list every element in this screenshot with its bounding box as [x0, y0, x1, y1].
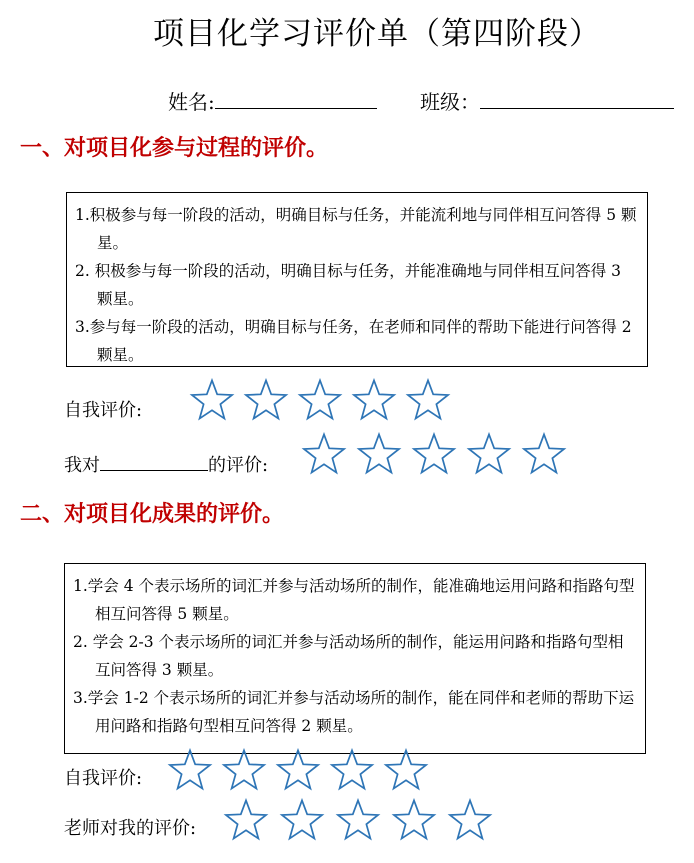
star-icon[interactable]: [296, 378, 344, 424]
star-icon[interactable]: [355, 432, 403, 478]
peer-label-prefix: 我对: [64, 455, 100, 476]
section2-criterion-3: 3.学会 1-2 个表示场所的词汇并参与活动场所的制作，能在同伴和老师的帮助下运用问路和指路句型相互问答得 2 颗星。: [73, 689, 635, 735]
name-label: 姓名:: [168, 90, 215, 114]
peer-name-blank[interactable]: [100, 450, 208, 471]
star-icon[interactable]: [300, 432, 348, 478]
class-blank[interactable]: [480, 86, 674, 109]
section1-peer-label: [64, 450, 268, 479]
star-icon[interactable]: [382, 748, 430, 794]
section2-criterion-2: 2. 学会 2-3 个表示场所的词汇并参与活动场所的制作，能运用问路和指路句型相互问答得 3 颗星。: [73, 633, 624, 679]
star-icon[interactable]: [242, 378, 290, 424]
section2-teacher-label: 老师对我的评价:: [64, 818, 197, 839]
star-icon[interactable]: [465, 432, 513, 478]
section2-criteria-box: [64, 563, 646, 754]
star-icon[interactable]: [328, 748, 376, 794]
star-icon[interactable]: [188, 378, 236, 424]
star-icon[interactable]: [446, 798, 494, 844]
star-icon[interactable]: [520, 432, 568, 478]
section1-heading: 一、对项目化参与过程的评价。: [20, 136, 329, 161]
star-icon[interactable]: [410, 432, 458, 478]
peer-label-suffix: 的评价:: [208, 455, 269, 476]
star-icon[interactable]: [274, 748, 322, 794]
section1-criterion-1: 1.积极参与每一阶段的活动，明确目标与任务，并能流利地与同伴相互问答得 5 颗星。: [75, 206, 637, 252]
star-icon[interactable]: [166, 748, 214, 794]
section2-heading: 二、对项目化成果的评价。: [20, 502, 285, 527]
name-blank[interactable]: [215, 86, 377, 109]
section1-criteria-box: [66, 192, 648, 367]
page-title: 项目化学习评价单（第四阶段）: [153, 16, 601, 52]
star-icon[interactable]: [404, 378, 452, 424]
star-icon[interactable]: [278, 798, 326, 844]
name-field[interactable]: [168, 86, 377, 117]
section1-criterion-3: 3.参与每一阶段的活动，明确目标与任务，在老师和同伴的帮助下能进行问答得 2 颗星。: [75, 318, 632, 364]
star-icon[interactable]: [222, 798, 270, 844]
star-icon[interactable]: [350, 378, 398, 424]
class-field[interactable]: [420, 86, 674, 117]
section2-self-label: 自我评价:: [64, 768, 143, 789]
section2-criterion-1: 1.学会 4 个表示场所的词汇并参与活动场所的制作，能准确地运用问路和指路句型相互问答得 5 颗星。: [73, 577, 635, 623]
section1-self-label: 自我评价:: [64, 400, 143, 421]
star-icon[interactable]: [334, 798, 382, 844]
section1-criterion-2: 2. 积极参与每一阶段的活动，明确目标与任务，并能准确地与同伴相互问答得 3 颗星。: [75, 262, 622, 308]
star-icon[interactable]: [220, 748, 268, 794]
class-label: 班级：: [420, 90, 480, 114]
star-icon[interactable]: [390, 798, 438, 844]
